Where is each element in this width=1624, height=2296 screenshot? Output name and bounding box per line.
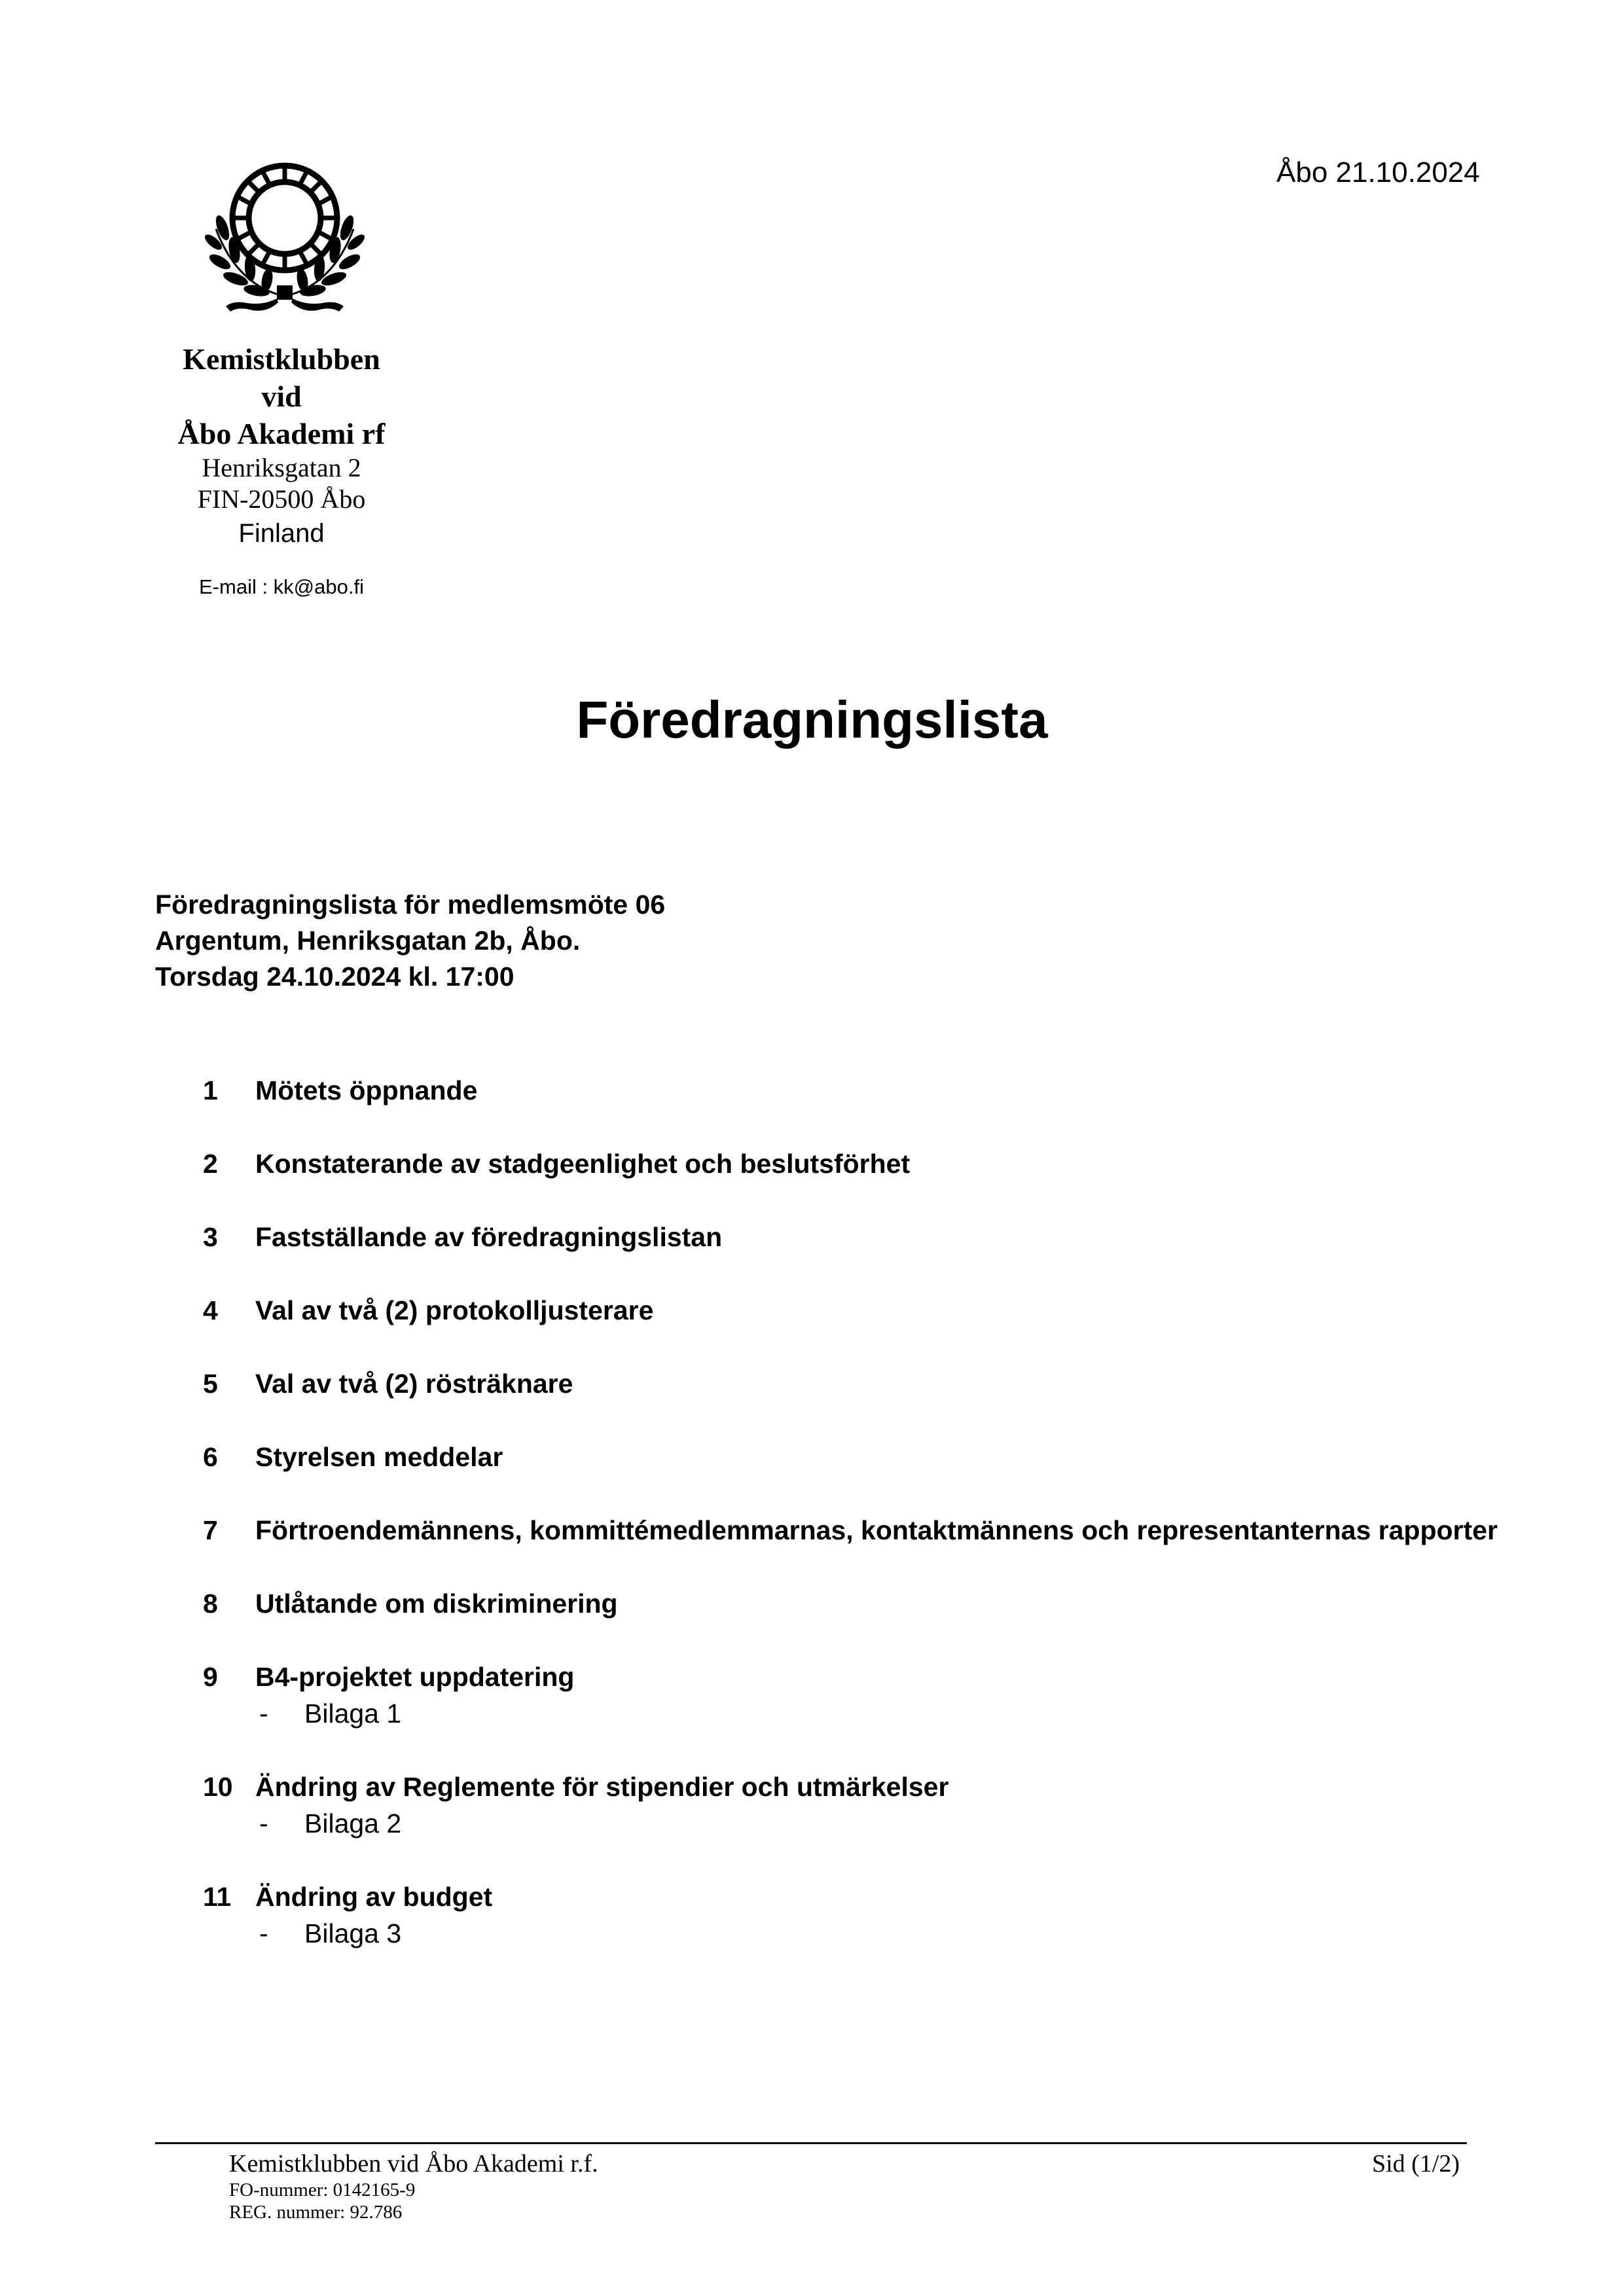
agenda-item [203,1512,1498,1549]
agenda-attachment [255,1915,1479,1952]
agenda-item [203,1585,1479,1622]
footer-divider [155,2142,1467,2144]
agenda-item-number: 2 [203,1149,218,1179]
agenda-item-label: Konstaterande av stadgeenlighet och beslutsförhet [255,1149,911,1179]
agenda-item-number: 6 [203,1442,218,1472]
footer-org-name: Kemistklubben vid Åbo Akademi r.f. [229,2150,598,2178]
agenda-item-label: Styrelsen meddelar [255,1442,503,1472]
agenda-item [203,1292,1479,1329]
agenda-item [203,1219,1479,1255]
agenda-item-label: Utlåtande om diskriminering [255,1588,618,1619]
laurel-wreath-ring-emblem-icon [196,151,373,321]
attachment-label: Bilaga 1 [304,1698,402,1729]
agenda-item-number: 10 [203,1772,233,1802]
agenda-item [203,1878,1479,1952]
agenda-item-number: 1 [203,1075,218,1105]
agenda-item-label: B4-projektet uppdatering [255,1662,575,1692]
agenda-item-number: 7 [203,1515,218,1545]
agenda-item-label: Val av två (2) rösträknare [255,1369,573,1399]
agenda-item-label: Förtroendemännens, kommittémedlemmarnas, kontaktmännens och representanternas rapporter [255,1515,1498,1545]
attachment-label: Bilaga 3 [304,1918,402,1948]
org-name-line-3: Åbo Akademi rf [177,417,386,450]
agenda-item-label: Val av två (2) protokolljusterare [255,1295,654,1325]
org-street: Henriksgatan 2 [202,453,361,482]
agenda-attachment [255,1695,1479,1732]
meeting-location: Argentum, Henriksgatan 2b, Åbo. [155,925,581,956]
agenda-item-label: Ändring av budget [255,1882,493,1912]
organization-block [144,340,419,600]
agenda-item-number: 8 [203,1588,218,1619]
footer-page-number: Sid (1/2) [1371,2150,1460,2178]
agenda-item [203,1365,1479,1402]
meeting-info [155,887,665,995]
agenda-item-number: 4 [203,1295,218,1325]
org-name-line-2: vid [261,380,302,413]
agenda-item [203,1659,1479,1732]
meeting-info-heading: Föredragningslista för medlemsmöte 06 [155,889,666,920]
org-country: Finland [238,519,325,548]
agenda-attachment [255,1805,1479,1842]
agenda-item-label: Fastställande av föredragningslistan [255,1222,723,1252]
footer-fo-number: FO-nummer: 0142165-9 [229,2179,416,2200]
agenda-item-number: 3 [203,1222,218,1252]
page-footer [229,2149,1460,2223]
agenda-item [203,1145,1479,1182]
org-name-line-1: Kemistklubben [183,342,380,376]
agenda-list [203,1072,1498,1988]
meeting-datetime: Torsdag 24.10.2024 kl. 17:00 [155,961,514,992]
agenda-item-number: 11 [203,1882,232,1912]
agenda-item-number: 9 [203,1662,218,1692]
footer-reg-number: REG. nummer: 92.786 [229,2202,403,2223]
attachment-bullet: - [259,1918,268,1948]
attachment-bullet: - [259,1808,268,1839]
agenda-item-label: Mötets öppnande [255,1075,478,1105]
document-title: Föredragningslista [576,691,1048,749]
agenda-item [203,1072,1479,1109]
agenda-item-number: 5 [203,1369,218,1399]
org-postal: FIN-20500 Åbo [197,484,366,514]
agenda-item-label: Ändring av Reglemente för stipendier och utmärkelser [255,1772,949,1802]
document-date: Åbo 21.10.2024 [1276,156,1480,188]
org-email: E-mail : kk@abo.fi [199,575,364,598]
agenda-item [203,1768,1479,1842]
attachment-bullet: - [259,1698,268,1729]
agenda-item [203,1439,1479,1475]
attachment-label: Bilaga 2 [304,1808,402,1839]
